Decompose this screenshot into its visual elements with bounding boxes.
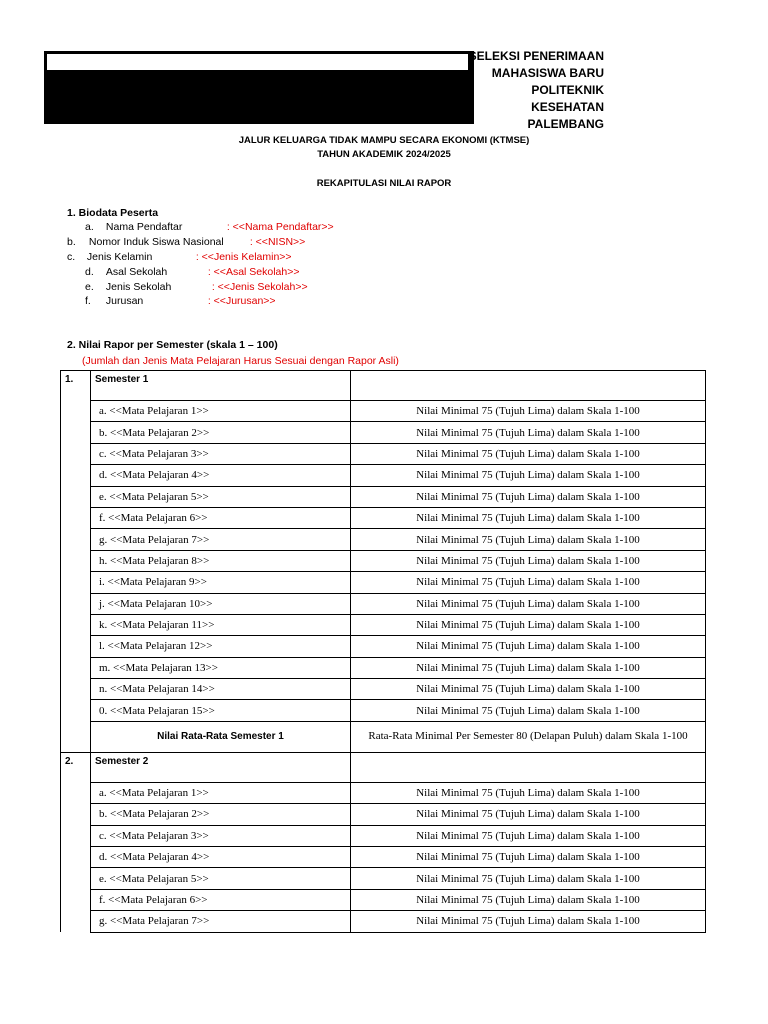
biodata-prefix: e. — [85, 281, 94, 293]
subject-grade-cell[interactable]: Nilai Minimal 75 (Tujuh Lima) dalam Skala 1-100 — [351, 889, 706, 910]
subject-grade-cell[interactable]: Nilai Minimal 75 (Tujuh Lima) dalam Skala 1-100 — [351, 825, 706, 846]
subject-grade-cell[interactable]: Nilai Minimal 75 (Tujuh Lima) dalam Skala 1-100 — [351, 529, 706, 550]
table-row — [61, 550, 706, 571]
table-row — [61, 572, 706, 593]
semester-header-blank-cell — [351, 371, 706, 401]
semester-number: 2. — [61, 752, 91, 932]
subject-name-cell[interactable]: a. <<Mata Pelajaran 1>> — [91, 401, 351, 422]
subtitle-academic-year: TAHUN AKADEMIK 2024/2025 — [317, 149, 451, 160]
biodata-prefix: f. — [85, 295, 91, 307]
table-row — [61, 422, 706, 443]
table-row — [61, 486, 706, 507]
semester-average-label: Nilai Rata-Rata Semester 1 — [91, 721, 351, 752]
subject-grade-cell[interactable]: Nilai Minimal 75 (Tujuh Lima) dalam Skala 1-100 — [351, 911, 706, 932]
table-row — [61, 911, 706, 932]
biodata-value[interactable]: : <<Jurusan>> — [207, 295, 276, 307]
table-row — [61, 868, 706, 889]
biodata-value[interactable]: : <<Jenis Kelamin>> — [195, 251, 292, 263]
table-row — [61, 700, 706, 721]
subject-name-cell[interactable]: d. <<Mata Pelajaran 4>> — [91, 465, 351, 486]
subject-name-cell[interactable]: l. <<Mata Pelajaran 12>> — [91, 636, 351, 657]
subject-grade-cell[interactable]: Nilai Minimal 75 (Tujuh Lima) dalam Skala 1-100 — [351, 572, 706, 593]
subject-grade-cell[interactable]: Nilai Minimal 75 (Tujuh Lima) dalam Skala 1-100 — [351, 465, 706, 486]
subject-name-cell[interactable]: g. <<Mata Pelajaran 7>> — [91, 529, 351, 550]
table-row — [61, 443, 706, 464]
subject-name-cell[interactable]: h. <<Mata Pelajaran 8>> — [91, 550, 351, 571]
biodata-row-major — [85, 295, 276, 307]
table-row — [61, 847, 706, 868]
subject-name-cell[interactable]: 0. <<Mata Pelajaran 15>> — [91, 700, 351, 721]
table-row — [61, 614, 706, 635]
semester-header-row — [61, 371, 706, 401]
institution-line: KESEHATAN — [531, 100, 604, 114]
subject-name-cell[interactable]: c. <<Mata Pelajaran 3>> — [91, 825, 351, 846]
biodata-row-school — [85, 266, 300, 278]
subject-grade-cell[interactable]: Nilai Minimal 75 (Tujuh Lima) dalam Skala 1-100 — [351, 868, 706, 889]
biodata-prefix: a. — [85, 221, 94, 233]
subject-name-cell[interactable]: b. <<Mata Pelajaran 2>> — [91, 422, 351, 443]
subject-name-cell[interactable]: b. <<Mata Pelajaran 2>> — [91, 804, 351, 825]
table-row — [61, 529, 706, 550]
table-row — [61, 782, 706, 803]
institution-heading — [469, 48, 604, 133]
institution-line: MAHASISWA BARU — [491, 66, 604, 80]
subject-name-cell[interactable]: a. <<Mata Pelajaran 1>> — [91, 782, 351, 803]
table-row — [61, 804, 706, 825]
subject-grade-cell[interactable]: Nilai Minimal 75 (Tujuh Lima) dalam Skala 1-100 — [351, 593, 706, 614]
semester-header-row — [61, 752, 706, 782]
table-row — [61, 657, 706, 678]
subject-grade-cell[interactable]: Nilai Minimal 75 (Tujuh Lima) dalam Skala 1-100 — [351, 614, 706, 635]
biodata-row-school-type — [85, 281, 308, 293]
subject-name-cell[interactable]: g. <<Mata Pelajaran 7>> — [91, 911, 351, 932]
subtitle-admission-path: JALUR KELUARGA TIDAK MAMPU SECARA EKONOMI (KTMSE) — [238, 135, 530, 146]
table-row — [61, 401, 706, 422]
biodata-heading: 1. Biodata Peserta — [67, 207, 159, 219]
subject-name-cell[interactable]: m. <<Mata Pelajaran 13>> — [91, 657, 351, 678]
subject-grade-cell[interactable]: Nilai Minimal 75 (Tujuh Lima) dalam Skala 1-100 — [351, 443, 706, 464]
semester-average-value[interactable]: Rata-Rata Minimal Per Semester 80 (Delapan Puluh) dalam Skala 1-100 — [351, 721, 706, 752]
subject-grade-cell[interactable]: Nilai Minimal 75 (Tujuh Lima) dalam Skala 1-100 — [351, 550, 706, 571]
subject-name-cell[interactable]: n. <<Mata Pelajaran 14>> — [91, 679, 351, 700]
biodata-value[interactable]: : <<NISN>> — [249, 236, 306, 248]
biodata-value[interactable]: : <<Jenis Sekolah>> — [211, 281, 308, 293]
table-row — [61, 889, 706, 910]
biodata-row-name — [85, 221, 334, 233]
subject-grade-cell[interactable]: Nilai Minimal 75 (Tujuh Lima) dalam Skala 1-100 — [351, 804, 706, 825]
rapor-note: (Jumlah dan Jenis Mata Pelajaran Harus Sesuai dengan Rapor Asli) — [82, 355, 399, 367]
biodata-prefix: d. — [85, 266, 94, 278]
subject-name-cell[interactable]: d. <<Mata Pelajaran 4>> — [91, 847, 351, 868]
semester-header-blank-cell — [351, 752, 706, 782]
subject-grade-cell[interactable]: Nilai Minimal 75 (Tujuh Lima) dalam Skala 1-100 — [351, 422, 706, 443]
subject-name-cell[interactable]: f. <<Mata Pelajaran 6>> — [91, 507, 351, 528]
subject-grade-cell[interactable]: Nilai Minimal 75 (Tujuh Lima) dalam Skala 1-100 — [351, 782, 706, 803]
redacted-logo-strip — [47, 54, 468, 70]
subject-name-cell[interactable]: f. <<Mata Pelajaran 6>> — [91, 889, 351, 910]
institution-line: SELEKSI PENERIMAAN — [468, 49, 604, 63]
biodata-label: Jurusan — [105, 295, 144, 307]
subject-name-cell[interactable]: j. <<Mata Pelajaran 10>> — [91, 593, 351, 614]
institution-line: POLITEKNIK — [531, 83, 604, 97]
rapor-heading: 2. Nilai Rapor per Semester (skala 1 – 100) — [67, 339, 278, 351]
subject-grade-cell[interactable]: Nilai Minimal 75 (Tujuh Lima) dalam Skala 1-100 — [351, 847, 706, 868]
subject-grade-cell[interactable]: Nilai Minimal 75 (Tujuh Lima) dalam Skala 1-100 — [351, 401, 706, 422]
subject-grade-cell[interactable]: Nilai Minimal 75 (Tujuh Lima) dalam Skala 1-100 — [351, 486, 706, 507]
semester-title: Semester 2 — [91, 752, 351, 782]
subject-grade-cell[interactable]: Nilai Minimal 75 (Tujuh Lima) dalam Skala 1-100 — [351, 679, 706, 700]
subject-name-cell[interactable]: e. <<Mata Pelajaran 5>> — [91, 486, 351, 507]
subject-name-cell[interactable]: e. <<Mata Pelajaran 5>> — [91, 868, 351, 889]
biodata-value[interactable]: : <<Nama Pendaftar>> — [226, 221, 334, 233]
biodata-label: Nama Pendaftar — [105, 221, 183, 233]
document-title: REKAPITULASI NILAI RAPOR — [316, 178, 452, 189]
grades-table — [60, 370, 706, 933]
table-row — [61, 679, 706, 700]
biodata-label: Jenis Sekolah — [105, 281, 172, 293]
semester-title: Semester 1 — [91, 371, 351, 401]
subject-name-cell[interactable]: i. <<Mata Pelajaran 9>> — [91, 572, 351, 593]
grades-table-body — [61, 371, 706, 933]
biodata-row-nisn — [67, 236, 305, 248]
biodata-value[interactable]: : <<Asal Sekolah>> — [207, 266, 300, 278]
subject-name-cell[interactable]: k. <<Mata Pelajaran 11>> — [91, 614, 351, 635]
subject-grade-cell[interactable]: Nilai Minimal 75 (Tujuh Lima) dalam Skala 1-100 — [351, 657, 706, 678]
table-row — [61, 593, 706, 614]
table-row — [61, 636, 706, 657]
table-row — [61, 507, 706, 528]
subject-grade-cell[interactable]: Nilai Minimal 75 (Tujuh Lima) dalam Skala 1-100 — [351, 700, 706, 721]
biodata-row-gender — [67, 251, 292, 263]
subject-name-cell[interactable]: c. <<Mata Pelajaran 3>> — [91, 443, 351, 464]
biodata-prefix: b. — [67, 236, 76, 248]
table-row — [61, 465, 706, 486]
biodata-prefix: c. — [67, 251, 76, 263]
subject-grade-cell[interactable]: Nilai Minimal 75 (Tujuh Lima) dalam Skala 1-100 — [351, 636, 706, 657]
semester-number: 1. — [61, 371, 91, 753]
table-row — [61, 825, 706, 846]
institution-line: PALEMBANG — [527, 117, 604, 131]
biodata-label: Asal Sekolah — [105, 266, 168, 278]
semester-average-row — [61, 721, 706, 752]
biodata-label: Jenis Kelamin — [86, 251, 153, 263]
subject-grade-cell[interactable]: Nilai Minimal 75 (Tujuh Lima) dalam Skala 1-100 — [351, 507, 706, 528]
biodata-label: Nomor Induk Siswa Nasional — [88, 236, 224, 248]
